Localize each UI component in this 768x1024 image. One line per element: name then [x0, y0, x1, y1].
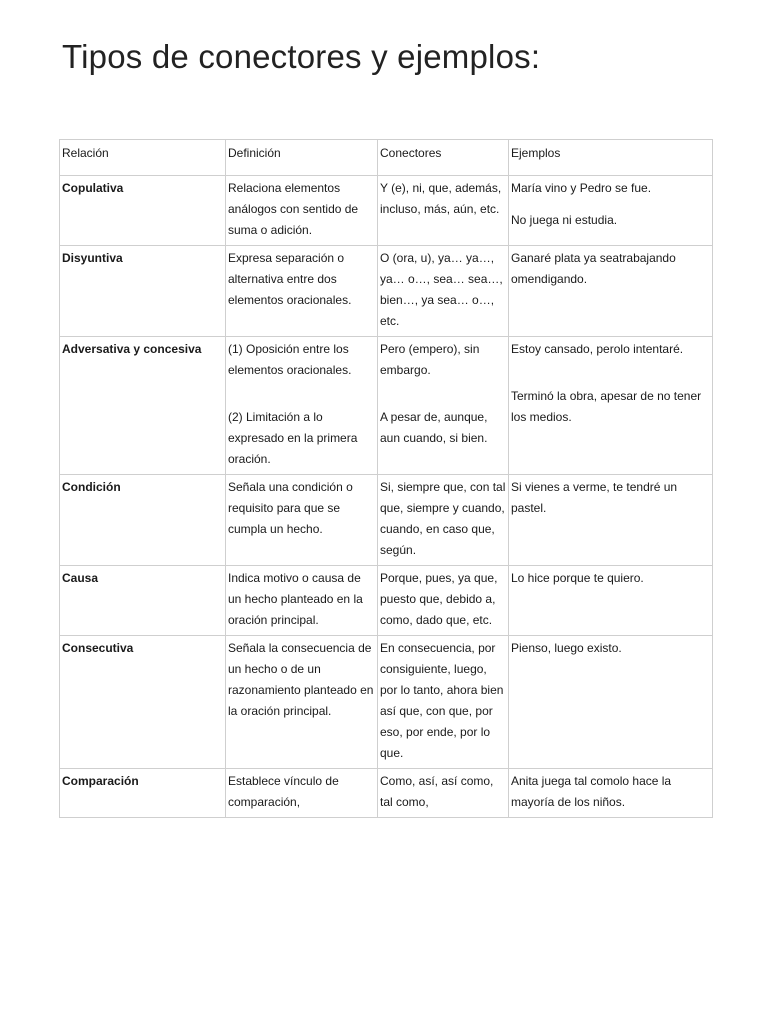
- table-header-row: [60, 140, 713, 176]
- row-ejemplos: [509, 769, 713, 818]
- row-conectores: Y (e), ni, que, además, incluso, más, aún, etc.: [378, 176, 509, 246]
- row-definicion: Establece vínculo de comparación,: [226, 769, 378, 818]
- example-text: Ganaré plata ya seatrabajando omendigando.: [511, 251, 676, 286]
- header-definicion: Definición: [226, 140, 378, 176]
- row-ejemplos: [509, 636, 713, 769]
- example-text: Pienso, luego existo.: [511, 641, 622, 655]
- row-conectores: En consecuencia, por consiguiente, luego, por lo tanto, ahora bien así que, con que, por eso, por ende, por lo que.: [378, 636, 509, 769]
- example-text: Estoy cansado, perolo intentaré.: [511, 342, 684, 356]
- row-relacion: Consecutiva: [60, 636, 226, 769]
- table-row: [60, 566, 713, 636]
- table-row: [60, 769, 713, 818]
- header-conectores: Conectores: [378, 140, 509, 176]
- row-ejemplos: [509, 475, 713, 566]
- definition-part: (1) Oposición entre los elementos oracionales.: [228, 342, 352, 377]
- connectors-table: [59, 139, 713, 818]
- row-conectores: [378, 337, 509, 475]
- definition-part: (2) Limitación a lo expresado en la primera oración.: [228, 410, 358, 466]
- example-text: Anita juega tal comolo hace la mayoría de los niños.: [511, 774, 672, 809]
- table-row: [60, 636, 713, 769]
- example-text: Terminó la obra, apesar de no tener los medios.: [511, 389, 702, 424]
- table-row: [60, 475, 713, 566]
- row-definicion: Relaciona elementos análogos con sentido de suma o adición.: [226, 176, 378, 246]
- row-ejemplos: [509, 337, 713, 475]
- row-conectores: Porque, pues, ya que, puesto que, debido a, como, dado que, etc.: [378, 566, 509, 636]
- table-row: [60, 337, 713, 475]
- connector-part: A pesar de, aunque, aun cuando, si bien.: [380, 410, 488, 445]
- row-conectores: Si, siempre que, con tal que, siempre y cuando, cuando, en caso que, según.: [378, 475, 509, 566]
- row-relacion: Condición: [60, 475, 226, 566]
- header-relacion: Relación: [60, 140, 226, 176]
- row-definicion: Señala una condición o requisito para que se cumpla un hecho.: [226, 475, 378, 566]
- table-row: [60, 246, 713, 337]
- example-text: Si vienes a verme, te tendré un pastel.: [511, 480, 678, 515]
- row-ejemplos: [509, 566, 713, 636]
- example-text: María vino y Pedro se fue.: [511, 181, 652, 195]
- row-relacion: Comparación: [60, 769, 226, 818]
- header-ejemplos: Ejemplos: [509, 140, 713, 176]
- table-row: [60, 176, 713, 246]
- row-definicion: [226, 337, 378, 475]
- row-definicion: Señala la consecuencia de un hecho o de un razonamiento planteado en la oración principal.: [226, 636, 378, 769]
- row-ejemplos: [509, 176, 713, 246]
- row-relacion: Disyuntiva: [60, 246, 226, 337]
- row-definicion: Indica motivo o causa de un hecho planteado en la oración principal.: [226, 566, 378, 636]
- row-conectores: O (ora, u), ya… ya…, ya… o…, sea… sea…, bien…, ya sea… o…, etc.: [378, 246, 509, 337]
- row-ejemplos: [509, 246, 713, 337]
- example-text: Lo hice porque te quiero.: [511, 571, 644, 585]
- row-relacion: Adversativa y concesiva: [60, 337, 226, 475]
- row-relacion: Causa: [60, 566, 226, 636]
- row-definicion: Expresa separación o alternativa entre dos elementos oracionales.: [226, 246, 378, 337]
- connector-part: Pero (empero), sin embargo.: [380, 342, 480, 377]
- page-title: Tipos de conectores y ejemplos:: [62, 38, 541, 75]
- example-text: No juega ni estudia.: [511, 213, 618, 227]
- row-conectores: Como, así, así como, tal como,: [378, 769, 509, 818]
- row-relacion: Copulativa: [60, 176, 226, 246]
